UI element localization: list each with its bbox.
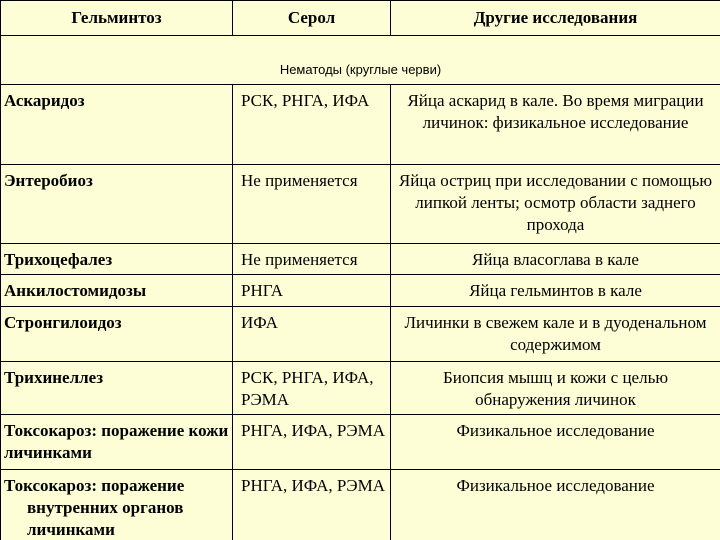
disease-cell: Токсокароз: поражение внутренних органов личинками (1, 470, 233, 540)
disease-cell: Стронгилоидоз (1, 307, 233, 362)
other-tests-cell: Личинки в свежем кале и в дуоденальном содержимом (391, 307, 720, 362)
header-serology: Серол (233, 1, 391, 36)
other-tests-cell: Физикальное исследование (391, 415, 720, 470)
serology-cell: РНГА, ИФА, РЭМА (233, 415, 391, 470)
disease-cell: Токсокароз: поражение кожи личинками (1, 415, 233, 470)
other-tests-cell: Физикальное исследование (391, 470, 720, 540)
section-row (1, 36, 720, 85)
other-tests-cell: Яйца остриц при исследовании с помощью липкой ленты; осмотр области заднего прохода (391, 165, 720, 244)
other-tests-cell: Яйца аскарид в кале. Во время миграции личинок: физикальное исследование (391, 85, 720, 165)
table-row (1, 362, 720, 415)
other-tests-cell: Яйца гельминтов в кале (391, 275, 720, 307)
header-helminthiasis: Гельминтоз (1, 1, 233, 36)
other-tests-cell: Яйца власоглава в кале (391, 244, 720, 275)
disease-cell: Анкилостомидозы (1, 275, 233, 307)
disease-cell: Энтеробиоз (1, 165, 233, 244)
other-tests-cell: Биопсия мышц и кожи с целью обнаружения личинок (391, 362, 720, 415)
disease-cell: Трихоцефалез (1, 244, 233, 275)
table-row (1, 85, 720, 165)
table-row (1, 275, 720, 307)
serology-cell: РСК, РНГА, ИФА, РЭМА (233, 362, 391, 415)
table-row (1, 165, 720, 244)
header-other-tests: Другие исследования (391, 1, 720, 36)
section-title: Нематоды (круглые черви) (1, 36, 720, 85)
table-row (1, 415, 720, 470)
serology-cell: Не применяется (233, 165, 391, 244)
table-row (1, 470, 720, 540)
serology-cell: РНГА, ИФА, РЭМА (233, 470, 391, 540)
serology-cell: ИФА (233, 307, 391, 362)
disease-cell: Трихинеллез (1, 362, 233, 415)
header-row (1, 1, 720, 36)
table-row (1, 307, 720, 362)
serology-cell: РНГА (233, 275, 391, 307)
serology-cell: РСК, РНГА, ИФА (233, 85, 391, 165)
serology-cell: Не применяется (233, 244, 391, 275)
table-row (1, 244, 720, 275)
disease-cell: Аскаридоз (1, 85, 233, 165)
